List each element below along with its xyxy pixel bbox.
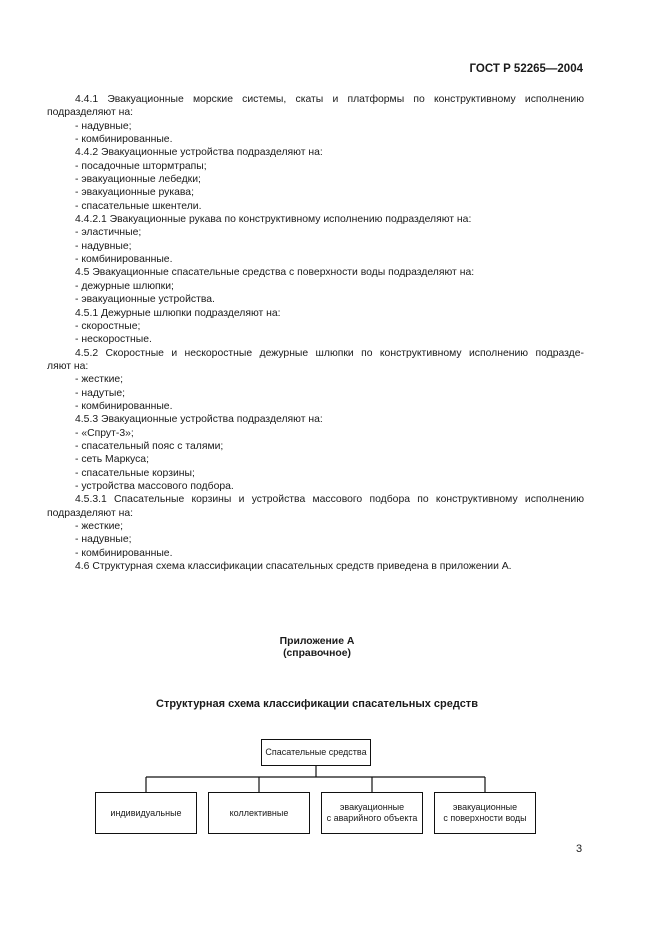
list-item: - надутые; [75, 387, 126, 399]
paragraph-4-4-2: 4.4.2 Эвакуационные устройства подразделяют на: [75, 147, 323, 159]
paragraph-4-4-2-1: 4.4.2.1 Эвакуационные рукава по конструктивному исполнению подразделяют на: [75, 214, 472, 226]
list-item: - спасательные корзины; [75, 467, 195, 479]
schema-child-label: с аварийного объекта [326, 813, 418, 823]
paragraph-4-6: 4.6 Структурная схема классификации спасательных средств приведена в приложении А. [75, 561, 512, 573]
paragraph-4-4-1: 4.4.1 Эвакуационные морские системы, скаты и платформы по конструктивному исполнению [75, 94, 584, 105]
schema-child-box-evac-object [321, 792, 423, 834]
paragraph-4-5-2: 4.5.2 Скоростные и нескоростные дежурные шлюпки по конструктивному исполнению подразде- [75, 347, 584, 359]
list-item: - комбинированные. [75, 134, 173, 146]
list-item: - спасательный пояс с талями; [75, 440, 224, 452]
list-item: - скоростные; [75, 320, 141, 332]
list-item: - сеть Маркуса; [75, 454, 149, 466]
paragraph-4-5: 4.5 Эвакуационные спасательные средства с поверхности воды подразделяют на: [75, 267, 475, 279]
list-item: - жесткие; [75, 374, 124, 386]
list-item: - «Спрут-3»; [75, 427, 134, 439]
schema-child-label: эвакуационные [452, 802, 518, 812]
list-item: - жесткие; [75, 521, 124, 532]
paragraph-4-5-3-1-cont: подразделяют на: [47, 507, 134, 519]
list-item: - комбинированные. [75, 400, 173, 412]
list-item: - комбинированные. [75, 547, 173, 559]
paragraph-4-5-2-cont: ляют на: [47, 360, 89, 372]
schema-child-box-evac-water [434, 792, 536, 834]
list-item: - эвакуационные лебедки; [75, 174, 201, 186]
page-number: 3 [576, 843, 583, 855]
schema-child-box-collective [208, 792, 310, 834]
schema-child-label: эвакуационные [339, 802, 405, 812]
list-item: - комбинированные. [75, 254, 173, 266]
appendix-subtitle: (справочное) [283, 648, 351, 659]
list-item: - эвакуационные рукава; [75, 187, 194, 199]
list-item: - надувные; [75, 240, 132, 252]
list-item: - надувные; [75, 120, 132, 132]
list-item: - посадочные штормтрапы; [75, 160, 207, 172]
appendix-title: Приложение А [279, 636, 355, 647]
list-item: - нескоростные. [75, 334, 152, 346]
schema-child-label: индивидуальные [110, 807, 182, 818]
schema-child-label: коллективные [229, 807, 289, 818]
document-code: ГОСТ Р 52265—2004 [469, 63, 583, 75]
list-item: - надувные; [75, 534, 132, 546]
schema-root-label: Спасательные средства [265, 747, 367, 757]
paragraph-4-4-1-cont: подразделяют на: [47, 107, 134, 119]
schema-title: Структурная схема классификации спасательных средств [156, 698, 478, 710]
paragraph-4-5-3-1: 4.5.3.1 Спасательные корзины и устройства массового подбора по конструктивному исполнению [75, 494, 584, 506]
list-item: - устройства массового подбора. [75, 480, 234, 492]
list-item: - эвакуационные устройства. [75, 294, 215, 306]
schema-root-box [261, 739, 371, 766]
list-item: - дежурные шлюпки; [75, 280, 174, 292]
list-item: - эластичные; [75, 227, 142, 239]
schema-child-box-individual [95, 792, 197, 834]
schema-child-label: с поверхности воды [443, 813, 527, 823]
list-item: - спасательные шкентели. [75, 200, 202, 212]
paragraph-4-5-1: 4.5.1 Дежурные шлюпки подразделяют на: [75, 307, 281, 319]
paragraph-4-5-3: 4.5.3 Эвакуационные устройства подразделяют на: [75, 414, 323, 426]
